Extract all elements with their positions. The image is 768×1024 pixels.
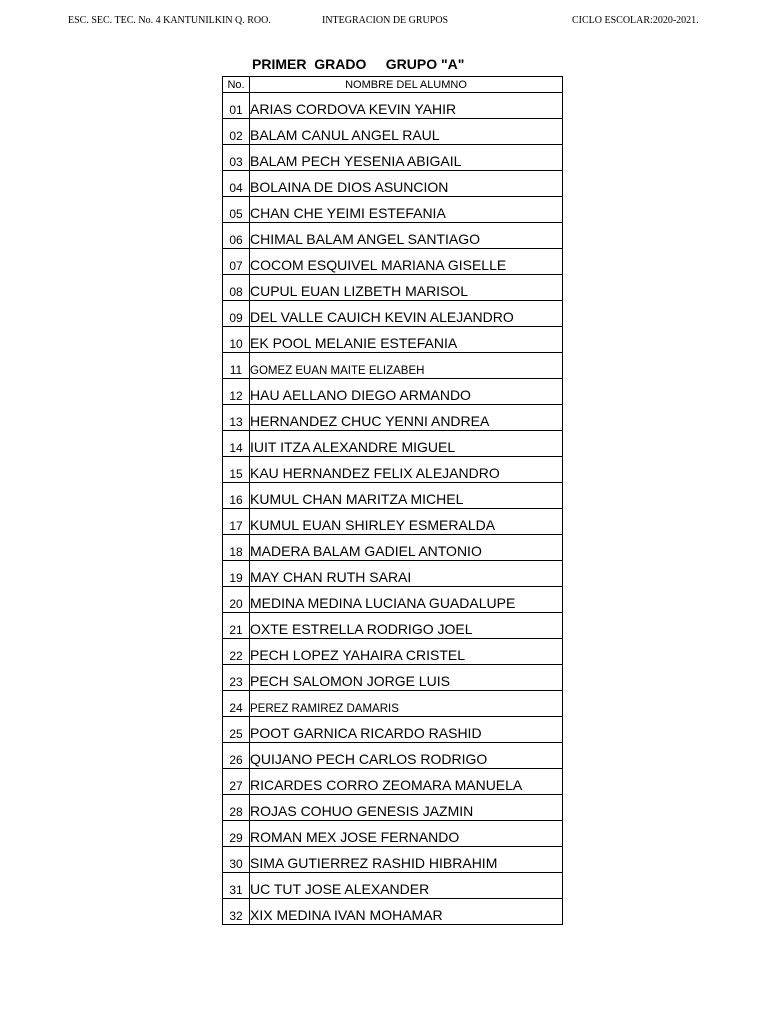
table-row [223,405,563,431]
student-number: 26 [223,743,250,769]
student-number: 07 [223,249,250,275]
column-header-number: No. [223,77,250,93]
student-number: 13 [223,405,250,431]
student-name: CHIMAL BALAM ANGEL SANTIAGO [250,223,563,249]
student-number: 06 [223,223,250,249]
school-name: ESC. SEC. TEC. No. 4 KANTUNILKIN Q. ROO. [68,15,271,26]
table-row [223,483,563,509]
student-name: KUMUL CHAN MARITZA MICHEL [250,483,563,509]
roster-body [223,93,563,925]
table-row [223,795,563,821]
student-number: 27 [223,769,250,795]
table-row [223,717,563,743]
student-name: BOLAINA DE DIOS ASUNCION [250,171,563,197]
table-row [223,379,563,405]
table-row [223,119,563,145]
table-row [223,743,563,769]
student-name: MAY CHAN RUTH SARAI [250,561,563,587]
student-name: UC TUT JOSE ALEXANDER [250,873,563,899]
student-number: 02 [223,119,250,145]
student-number: 21 [223,613,250,639]
student-name: HERNANDEZ CHUC YENNI ANDREA [250,405,563,431]
student-name: PECH LOPEZ YAHAIRA CRISTEL [250,639,563,665]
table-row [223,535,563,561]
student-name: BALAM CANUL ANGEL RAUL [250,119,563,145]
student-number: 22 [223,639,250,665]
table-row [223,639,563,665]
student-number: 01 [223,93,250,119]
student-name: OXTE ESTRELLA RODRIGO JOEL [250,613,563,639]
student-number: 16 [223,483,250,509]
table-row [223,275,563,301]
table-row [223,145,563,171]
table-row [223,821,563,847]
table-row [223,691,563,717]
table-row [223,171,563,197]
student-name: SIMA GUTIERREZ RASHID HIBRAHIM [250,847,563,873]
student-name: HAU AELLANO DIEGO ARMANDO [250,379,563,405]
table-row [223,847,563,873]
table-row [223,457,563,483]
student-name: ROJAS COHUO GENESIS JAZMIN [250,795,563,821]
table-row [223,223,563,249]
table-row [223,509,563,535]
student-name: KUMUL EUAN SHIRLEY ESMERALDA [250,509,563,535]
table-row [223,93,563,119]
table-row [223,873,563,899]
table-row [223,899,563,925]
table-row [223,353,563,379]
student-number: 18 [223,535,250,561]
table-row [223,249,563,275]
student-name: ARIAS CORDOVA KEVIN YAHIR [250,93,563,119]
table-row [223,561,563,587]
student-number: 08 [223,275,250,301]
student-number: 17 [223,509,250,535]
student-number: 03 [223,145,250,171]
student-number: 05 [223,197,250,223]
table-row [223,197,563,223]
student-number: 15 [223,457,250,483]
student-name: PECH SALOMON JORGE LUIS [250,665,563,691]
student-name: RICARDES CORRO ZEOMARA MANUELA [250,769,563,795]
student-number: 11 [223,353,250,379]
student-name: MADERA BALAM GADIEL ANTONIO [250,535,563,561]
student-number: 31 [223,873,250,899]
student-number: 09 [223,301,250,327]
page-title: PRIMER GRADO GRUPO "A" [252,56,465,72]
column-header-name: NOMBRE DEL ALUMNO [250,77,563,93]
student-number: 12 [223,379,250,405]
table-row [223,327,563,353]
table-row [223,587,563,613]
student-number: 04 [223,171,250,197]
student-number: 29 [223,821,250,847]
student-name: EK POOL MELANIE ESTEFANIA [250,327,563,353]
student-name: ROMAN MEX JOSE FERNANDO [250,821,563,847]
student-number: 30 [223,847,250,873]
student-name: DEL VALLE CAUICH KEVIN ALEJANDRO [250,301,563,327]
student-name: XIX MEDINA IVAN MOHAMAR [250,899,563,925]
student-name: IUIT ITZA ALEXANDRE MIGUEL [250,431,563,457]
school-cycle: CICLO ESCOLAR:2020-2021. [572,15,699,26]
student-number: 25 [223,717,250,743]
student-number: 23 [223,665,250,691]
table-row [223,613,563,639]
student-name: QUIJANO PECH CARLOS RODRIGO [250,743,563,769]
student-number: 20 [223,587,250,613]
document-subject: INTEGRACION DE GRUPOS [322,15,449,26]
student-name: CHAN CHE YEIMI ESTEFANIA [250,197,563,223]
student-number: 14 [223,431,250,457]
table-row [223,665,563,691]
student-name: CUPUL EUAN LIZBETH MARISOL [250,275,563,301]
student-number: 24 [223,691,250,717]
student-name: BALAM PECH YESENIA ABIGAIL [250,145,563,171]
table-row [223,769,563,795]
student-name: PEREZ RAMIREZ DAMARIS [250,691,563,717]
student-number: 32 [223,899,250,925]
student-roster-table [222,76,563,925]
table-row [223,301,563,327]
page-header [0,15,768,31]
student-name: MEDINA MEDINA LUCIANA GUADALUPE [250,587,563,613]
student-name: POOT GARNICA RICARDO RASHID [250,717,563,743]
student-number: 10 [223,327,250,353]
table-row [223,431,563,457]
student-name: KAU HERNANDEZ FELIX ALEJANDRO [250,457,563,483]
student-name: GOMEZ EUAN MAITE ELIZABEH [250,353,563,379]
student-number: 19 [223,561,250,587]
table-header-row [223,77,563,93]
student-number: 28 [223,795,250,821]
student-name: COCOM ESQUIVEL MARIANA GISELLE [250,249,563,275]
